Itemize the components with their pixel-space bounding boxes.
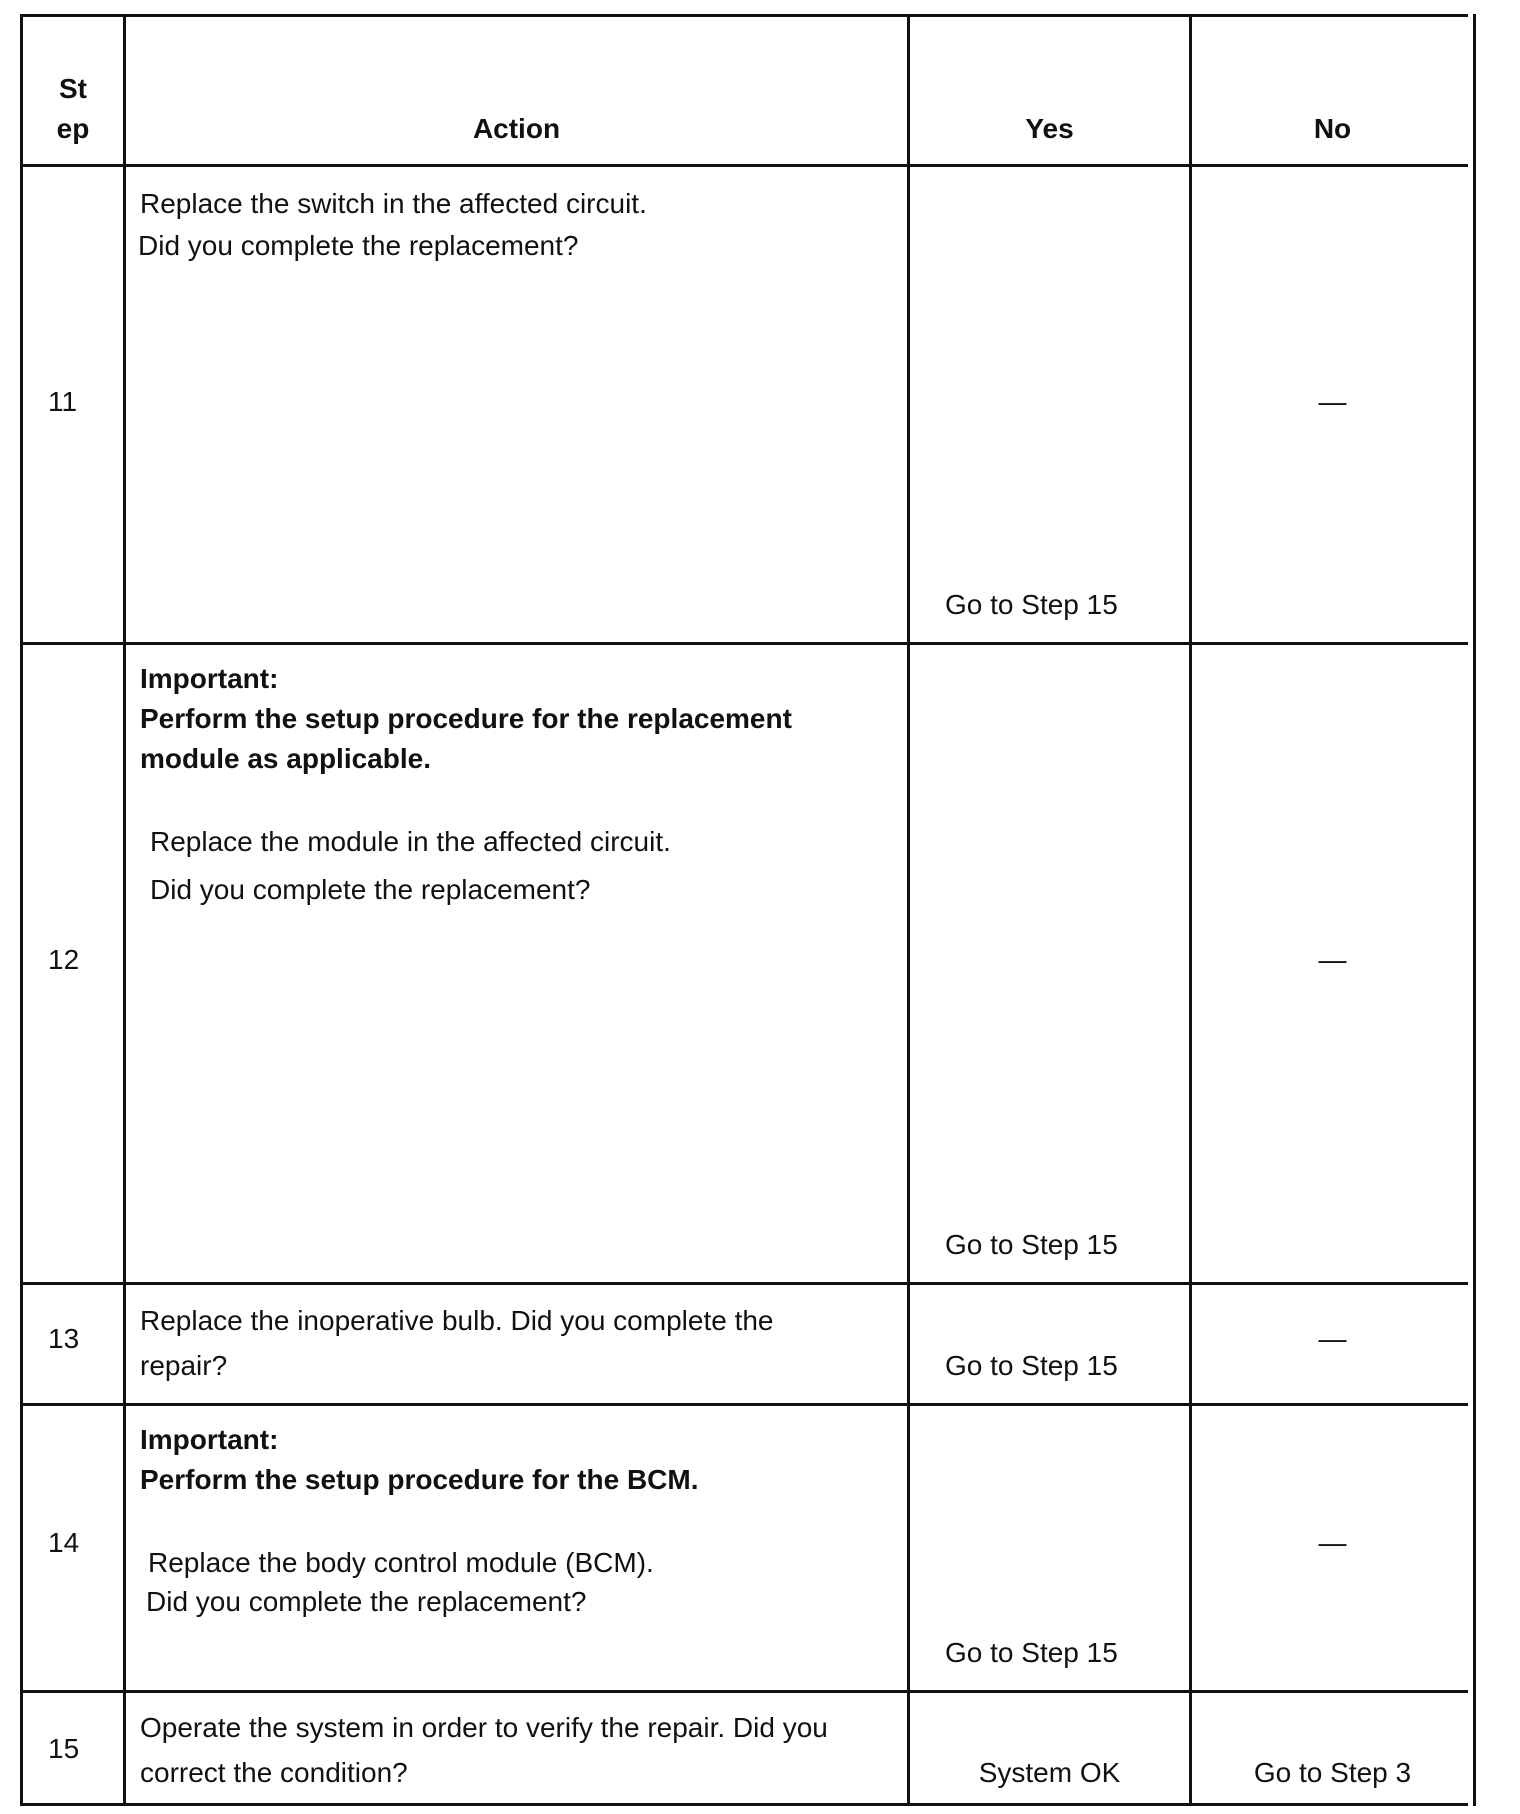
important-note: Perform the setup procedure for the BCM. xyxy=(140,1464,699,1495)
yes-result: Go to Step 15 xyxy=(945,1637,1118,1668)
header-step-line1: St xyxy=(59,73,87,104)
header-step-line2: ep xyxy=(56,113,90,144)
no-result: — xyxy=(1318,1527,1347,1558)
table-border-left xyxy=(20,14,23,1806)
header-yes: Yes xyxy=(1025,113,1074,144)
table-border-top xyxy=(20,14,1468,17)
no-result: — xyxy=(1318,944,1347,975)
no-result: — xyxy=(1318,1323,1347,1354)
yes-result: System OK xyxy=(978,1757,1121,1788)
row-divider xyxy=(20,642,1468,645)
important-note: Perform the setup procedure for the replacement xyxy=(140,703,792,734)
header-action: Action xyxy=(472,113,561,144)
no-result: — xyxy=(1318,386,1347,417)
header-no: No xyxy=(1313,113,1352,144)
row-divider xyxy=(20,1690,1468,1693)
yes-result: Go to Step 15 xyxy=(945,589,1118,620)
step-number: 13 xyxy=(48,1323,80,1354)
column-divider xyxy=(907,14,910,1806)
row-divider xyxy=(20,164,1468,167)
important-label: Important: xyxy=(140,1424,279,1455)
action-text: correct the condition? xyxy=(140,1757,408,1788)
action-text: Replace the module in the affected circuit. xyxy=(150,826,671,857)
step-number: 15 xyxy=(48,1733,80,1764)
table-border-right xyxy=(1473,14,1476,1806)
diagnostic-table xyxy=(20,14,1468,1806)
column-divider xyxy=(123,14,126,1806)
yes-result: Go to Step 15 xyxy=(945,1350,1118,1381)
step-number: 14 xyxy=(48,1527,80,1558)
row-divider xyxy=(20,1282,1468,1285)
row-divider xyxy=(20,1403,1468,1406)
action-text: Operate the system in order to verify the repair. Did you xyxy=(140,1712,828,1743)
important-label: Important: xyxy=(140,663,279,694)
action-text: Did you complete the replacement? xyxy=(146,1586,587,1617)
action-text: Replace the body control module (BCM). xyxy=(148,1547,654,1578)
action-text: Did you complete the replacement? xyxy=(150,874,591,905)
table-border-bottom xyxy=(20,1803,1468,1806)
action-text: Replace the switch in the affected circuit. xyxy=(140,188,647,219)
step-number: 11 xyxy=(48,386,78,417)
no-result: Go to Step 3 xyxy=(1253,1757,1412,1788)
action-text: Did you complete the replacement? xyxy=(138,230,579,261)
yes-result: Go to Step 15 xyxy=(945,1229,1118,1260)
action-text: Replace the inoperative bulb. Did you complete the xyxy=(140,1305,774,1336)
action-text: repair? xyxy=(140,1350,228,1381)
important-note: module as applicable. xyxy=(140,743,431,774)
step-number: 12 xyxy=(48,944,80,975)
